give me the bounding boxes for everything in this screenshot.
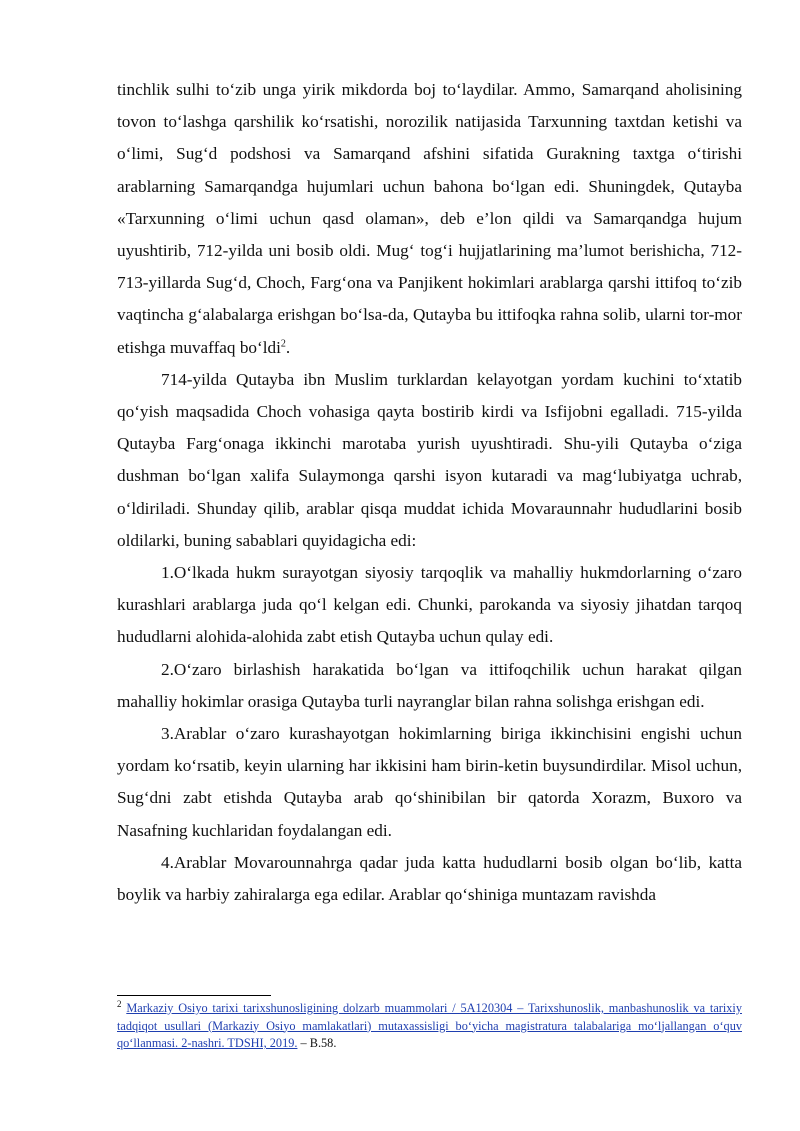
body-text (117, 74, 742, 911)
paragraph-2: 714-yilda Qutayba ibn Muslim turklardan kelayotgan yordam kuchini to‘xtatib qo‘yish maqsadida Choch vohasiga qayta bostirib kirdi va Isfijobni egalladi. 715-yilda Qutayba Farg‘onaga ikkinchi marotaba yurish uyushtiradi. Shu-yili Qutayba o‘ziga dushman bo‘lgan xalifa Sulaymonga qarshi isyon kutaradi va mag‘lubiyatga uchrab, o‘ldiriladi. Shunday qilib, arablar qisqa muddat ichida Movaraunnahr hududlarini bosib oldilarki, buning sabablari quyidagicha edi: (117, 369, 742, 550)
list-item-3: 3.Arablar o‘zaro kurashayotgan hokimlarning biriga ikkinchisini engishi uchun yordam ko‘rsatib, keyin ularning har ikkisini ham birin-ketin buysundirdilar. Misol uchun, Sug‘dni zabt etishda Qutayba arab qo‘shinibilan bir qatorda Xorazm, Buxoro va Nasafning kuchlaridan foydalangan edi. (117, 724, 742, 840)
footnote-ref[interactable]: 2 (280, 337, 286, 349)
footnote (117, 1000, 742, 1053)
footnote-marker: 2 (117, 998, 122, 1009)
list-item-4: 4.Arablar Movarounnahrga qadar juda katta hududlarni bosib olgan bo‘lib, katta boylik va harbiy zahiralarga ega edilar. Arablar qo‘shiniga muntazam ravishda (117, 852, 742, 905)
footnote-separator (117, 995, 271, 996)
paragraph-1 (117, 74, 742, 364)
paragraph-1-tail: . (285, 337, 291, 357)
footnote-source-link[interactable]: Markaziy Osiyo tarixi tarixshunosligining dolzarb muammolari / 5A120304 – Tarixshunoslik, manbashunoslik va tarixiy tadqiqot usullari (Markaziy Osiyo mamlakatlari) mutaxassisligi bo‘yicha magistratura talabalariga mo‘ljallangan o‘quv qo‘llanmasi. 2-nashri. TDSHI, 2019. (117, 1001, 742, 1050)
paragraph-1-text: tinchlik sulhi to‘zib unga yirik mikdorda boj to‘laydilar. Ammo, Samarqand aholisining tovon to‘lashga qarshilik ko‘rsatishi, norozilik natijasida Tarxunning taxtdan ketishi va o‘limi, Sug‘d podshosi va Samarqand afshini sifatida Gurakning taxtga o‘tirishi arablarning Samarqandga hujumlari uchun bahona bo‘lgan edi. Shuningdek, Qutayba «Tarxunning o‘limi uchun qasd olaman», deb e’lon qildi va Samarqandga hujum uyushtirib, 712-yilda uni bosib oldi. Mug‘ tog‘i hujjatlarining ma’lumot berishicha, 712-713-yillarda Sug‘d, Choch, Farg‘ona va Panjikent hokimlari arablarga qarshi ittifoq to‘zib vaqtincha g‘alabalarga erishgan bo‘lsa-da, Qutayba bu ittifoqka rahna solib, ularni tor-mor etishga muvaffaq bo‘ldi (117, 80, 742, 357)
footnote-page-ref: – B.58. (297, 1036, 337, 1050)
list-item-2: 2.O‘zaro birlashish harakatida bo‘lgan va ittifoqchilik uchun harakat qilgan mahalliy hokimlar orasiga Qutayba turli nayranglar bilan rahna solishga erishgan edi. (117, 659, 742, 711)
list-item-1: 1.O‘lkada hukm surayotgan siyosiy tarqoqlik va mahalliy hukmdorlarning o‘zaro kurashlari arablarga juda qo‘l kelgan edi. Chunki, parokanda va siyosiy jihatdan tarqoq hududlarni alohida-alohida zabt etish Qutayba uchun qulay edi. (117, 563, 742, 647)
